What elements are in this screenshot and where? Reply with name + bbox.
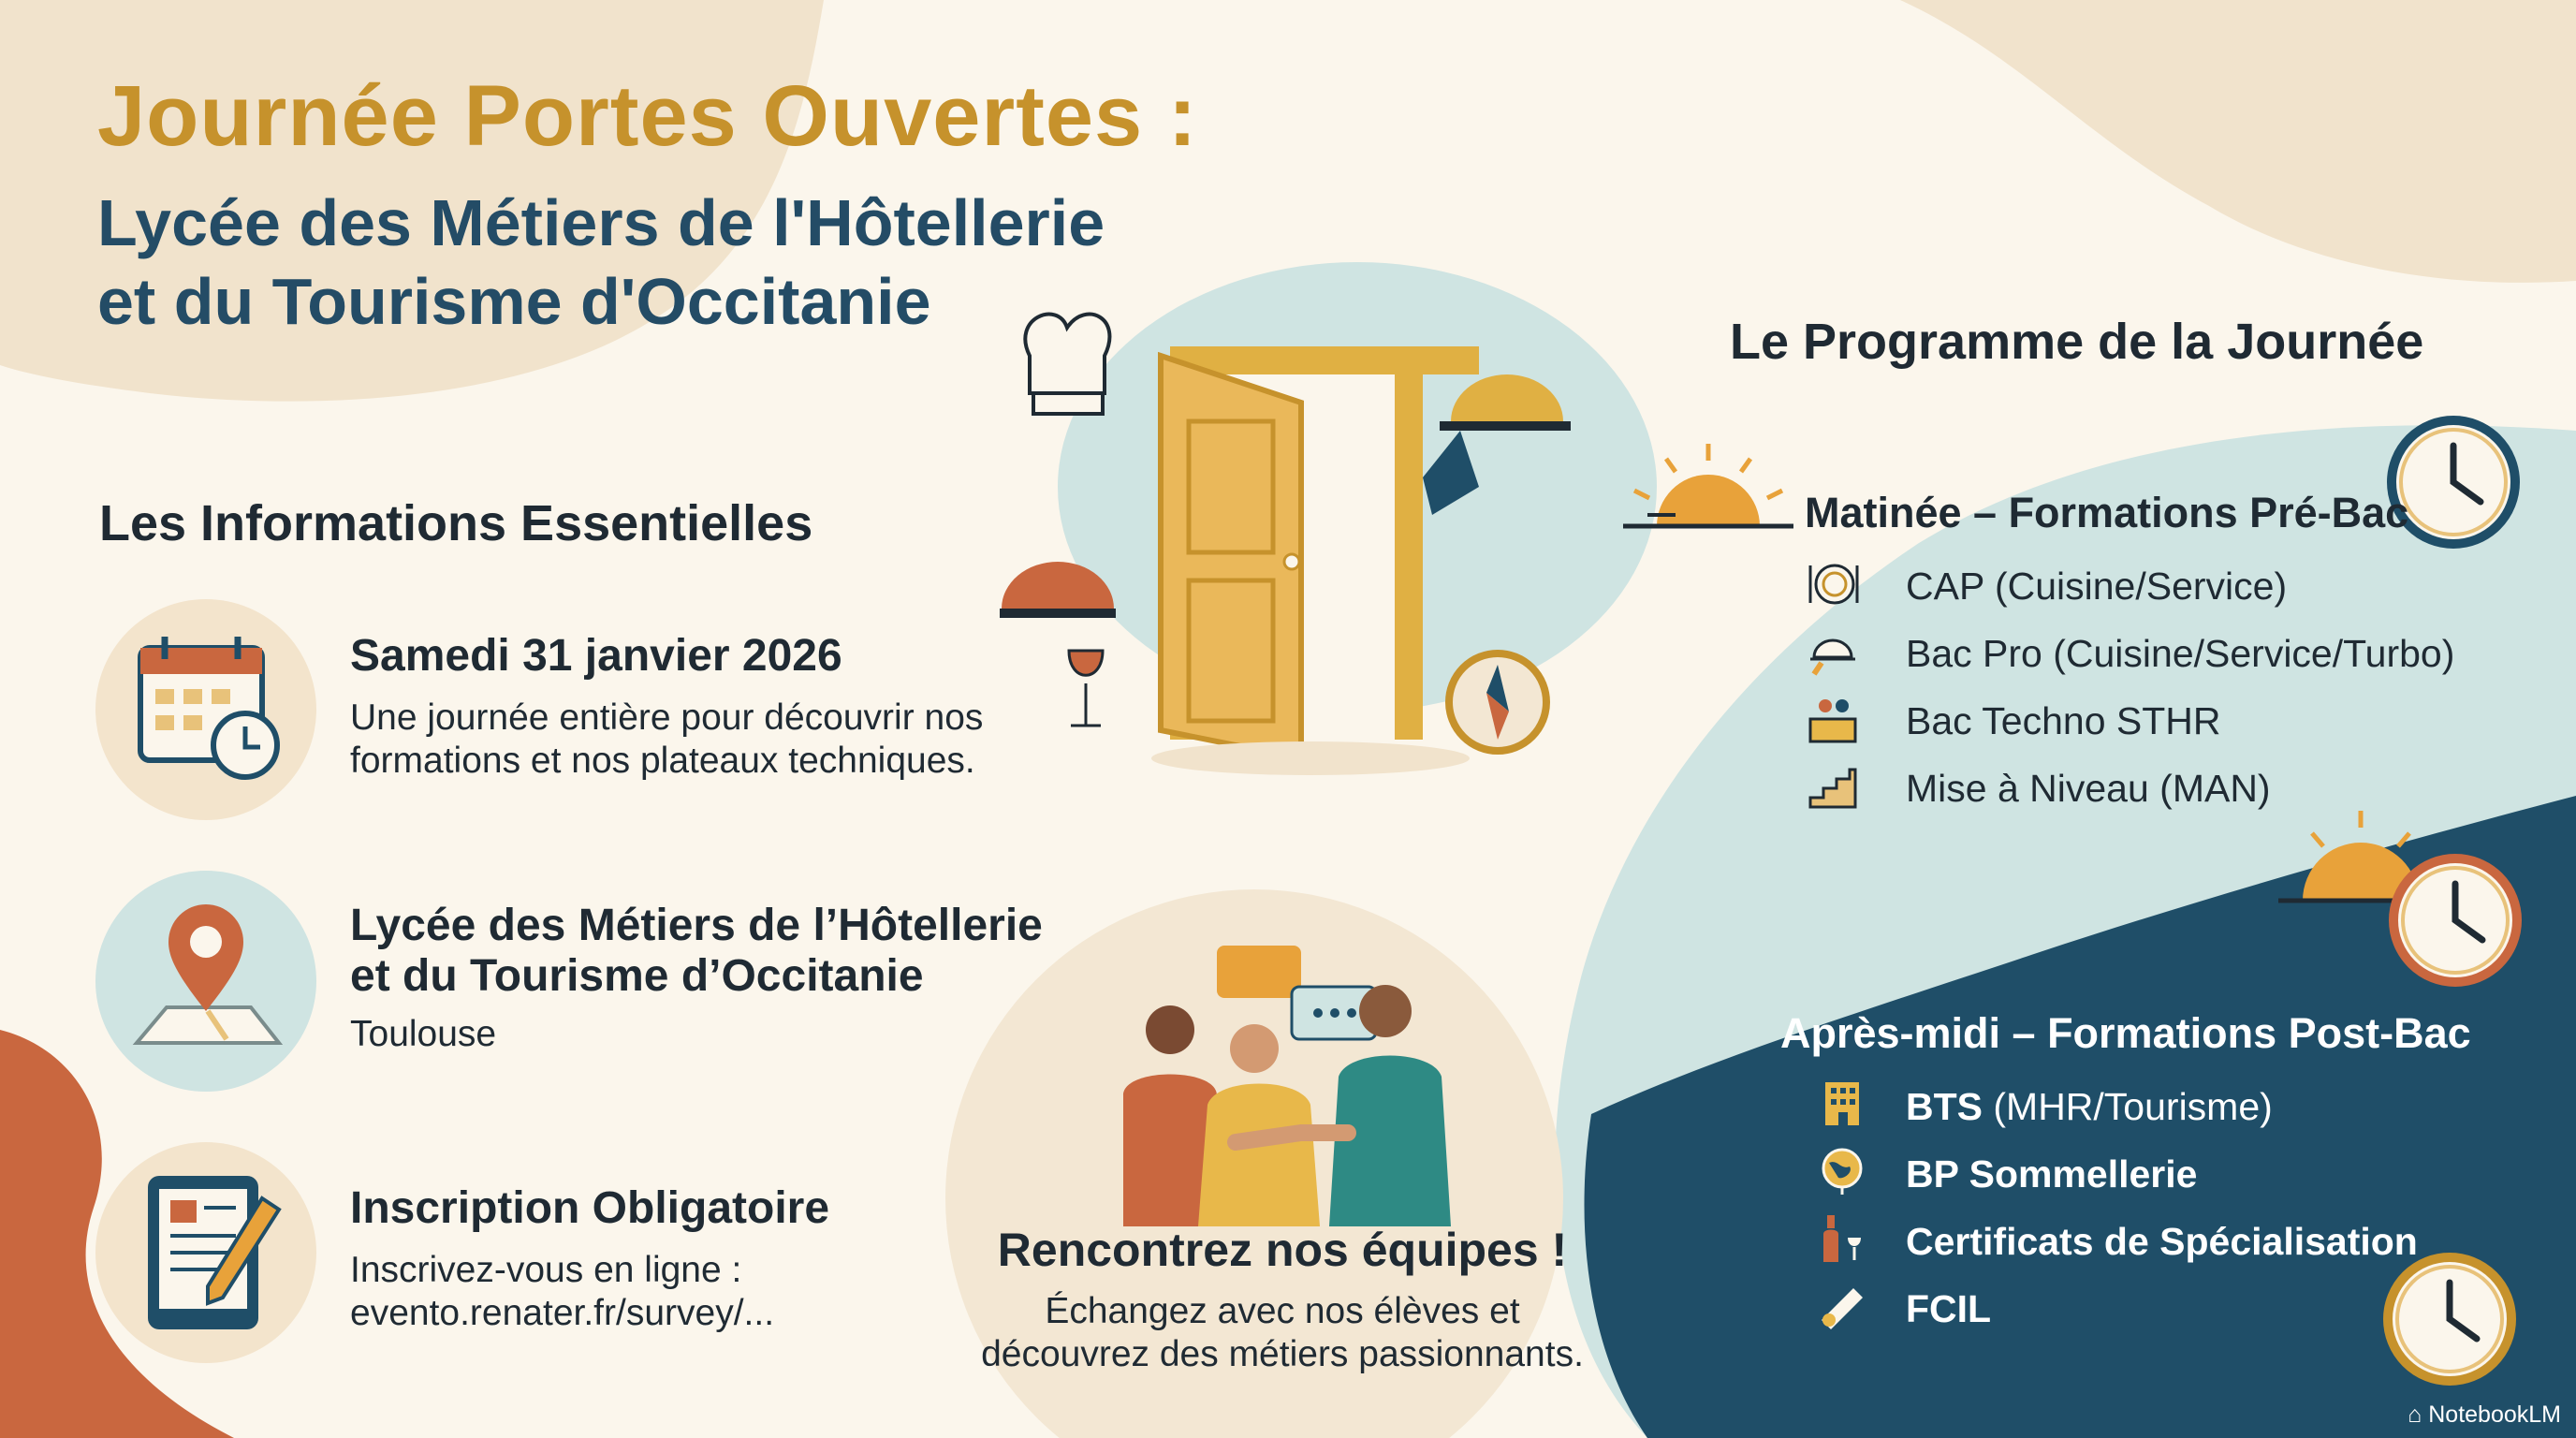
location-city: Toulouse — [350, 1014, 497, 1054]
date-description-line-2: formations et nos plateaux techniques. — [350, 741, 975, 781]
morning-item-bac-pro: Bac Pro (Cuisine/Service/Turbo) — [1906, 632, 2455, 675]
diploma-icon — [1816, 1279, 1868, 1331]
subtitle-line-1: Lycée des Métiers de l'Hôtellerie — [97, 186, 1105, 259]
afternoon-item-bts — [1906, 1084, 2273, 1129]
stairs-icon — [1807, 760, 1859, 813]
globe-icon — [1816, 1144, 1868, 1196]
afternoon-item-bp-sommellerie: BP Sommellerie — [1906, 1152, 2198, 1196]
morning-item-man: Mise à Niveau (MAN) — [1906, 767, 2271, 810]
page-subtitle — [97, 183, 1105, 341]
clock-evening-icon — [2379, 1249, 2520, 1389]
wine-bottle-icon — [1816, 1211, 1868, 1264]
registration-link[interactable]: evento.renater.fr/survey/... — [350, 1293, 775, 1333]
team-meeting-illustration — [1105, 946, 1460, 1226]
registration-description — [350, 1249, 774, 1335]
hotel-building-icon — [1816, 1077, 1868, 1129]
branding-label: NotebookLM — [2428, 1401, 2561, 1428]
date-title: Samedi 31 janvier 2026 — [350, 631, 842, 681]
date-description-line-1: Une journée entière pour découvrir nos — [350, 697, 984, 738]
location-title-line-2: et du Tourisme d’Occitanie — [350, 951, 924, 1001]
registration-description-line-1: Inscrivez-vous en ligne : — [350, 1250, 742, 1290]
map-pin-icon — [95, 871, 316, 1092]
location-title — [350, 901, 1043, 1002]
meet-description-line-2: découvrez des métiers passionnants. — [981, 1334, 1584, 1374]
subtitle-line-2: et du Tourisme d'Occitanie — [97, 265, 931, 338]
tablet-pen-icon — [95, 1142, 316, 1363]
notebooklm-logo-icon: ⌂ — [2408, 1401, 2429, 1428]
afternoon-item-fcil: FCIL — [1906, 1287, 1992, 1330]
essentials-heading: Les Informations Essentielles — [99, 495, 813, 551]
afternoon-item-bts-detail: (MHR/Tourisme) — [1983, 1085, 2273, 1128]
open-door-illustration — [992, 300, 1573, 786]
notebooklm-branding — [2408, 1401, 2561, 1429]
page-title: Journée Portes Ouvertes : — [97, 68, 1198, 164]
cloche-icon — [1807, 625, 1859, 678]
afternoon-item-bts-label: BTS — [1906, 1085, 1983, 1128]
reception-desk-icon — [1807, 693, 1859, 745]
date-description — [350, 697, 983, 783]
meet-title: Rencontrez nos équipes ! — [997, 1224, 1568, 1276]
morning-title: Matinée – Formations Pré-Bac — [1805, 489, 2409, 536]
location-title-line-1: Lycée des Métiers de l’Hôtellerie — [350, 901, 1043, 950]
morning-item-cap: CAP (Cuisine/Service) — [1906, 565, 2288, 608]
registration-title: Inscription Obligatoire — [350, 1183, 830, 1233]
program-heading: Le Programme de la Journée — [1730, 314, 2424, 370]
meet-description-line-1: Échangez avec nos élèves et — [1045, 1291, 1520, 1331]
afternoon-title: Après-midi – Formations Post-Bac — [1780, 1009, 2471, 1057]
meet-description — [936, 1290, 1629, 1376]
morning-item-bac-techno: Bac Techno STHR — [1906, 699, 2221, 742]
sunrise-icon — [1619, 440, 1797, 534]
afternoon-item-certificats: Certificats de Spécialisation — [1906, 1220, 2418, 1263]
plate-cutlery-icon — [1807, 558, 1859, 610]
calendar-clock-icon — [95, 599, 316, 820]
clock-afternoon-icon — [2385, 850, 2525, 990]
